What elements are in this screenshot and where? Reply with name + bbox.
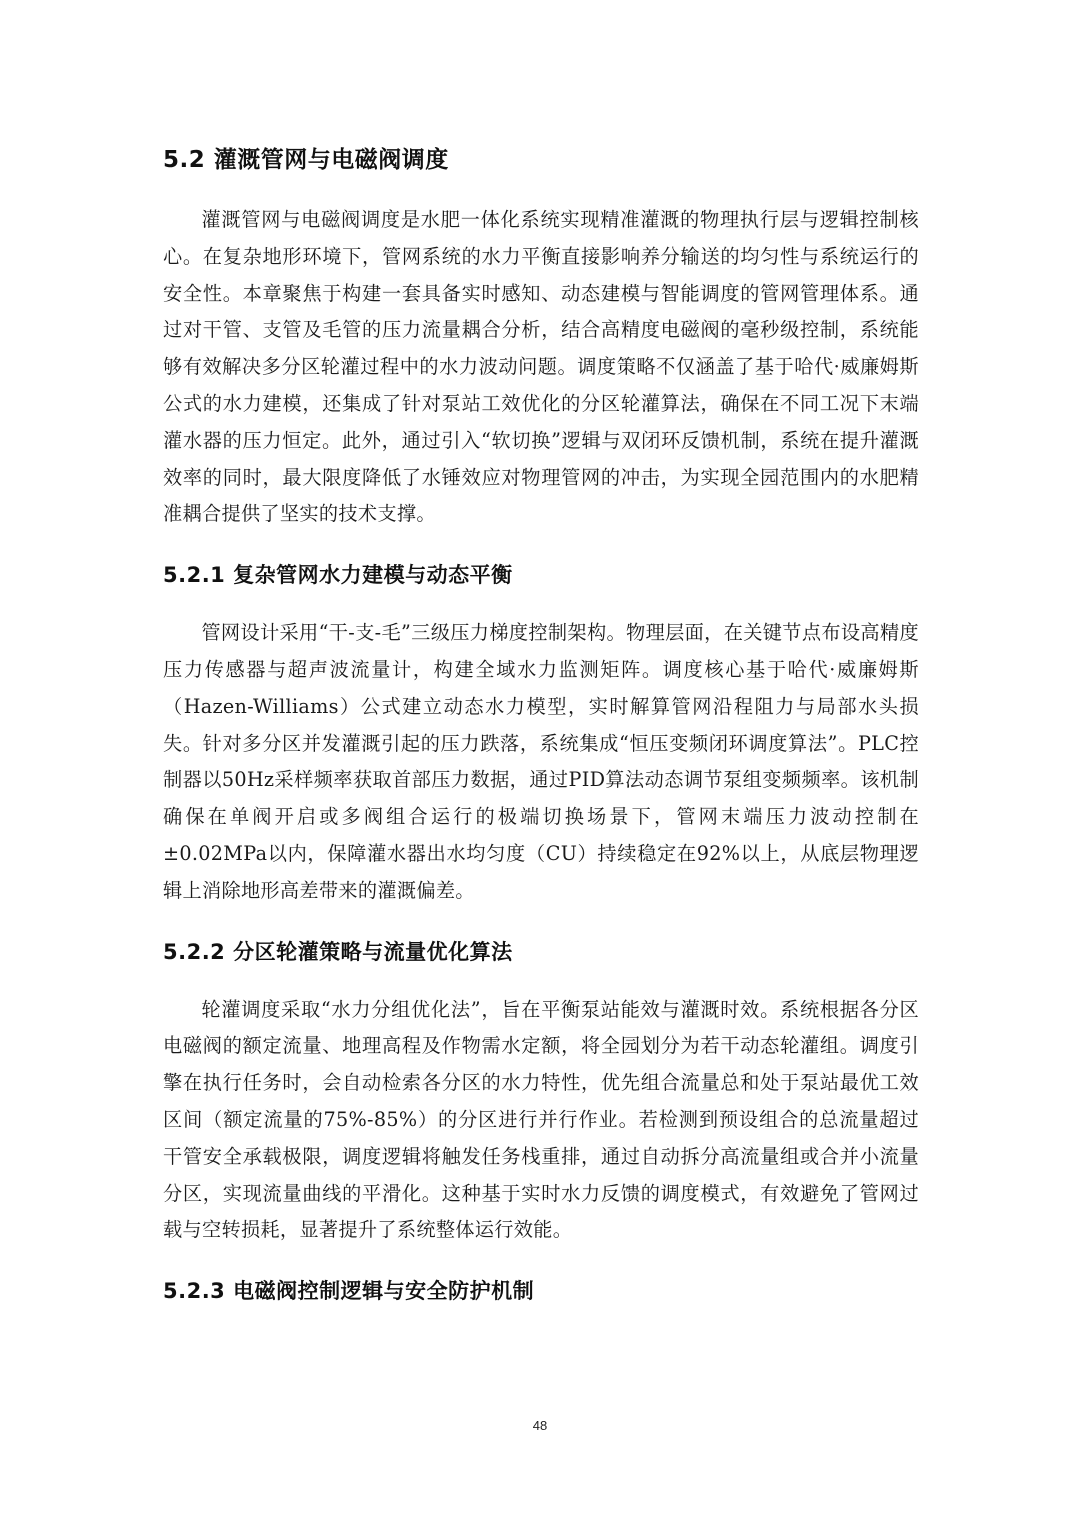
- page-content: [163, 140, 919, 1331]
- subsection-heading-5-2-2: 5.2.2 分区轮灌策略与流量优化算法: [163, 939, 513, 964]
- subsection-heading-5-2-3: 5.2.3 电磁阀控制逻辑与安全防护机制: [163, 1279, 535, 1304]
- subsection-heading-5-2-1: 5.2.1 复杂管网水力建模与动态平衡: [163, 563, 513, 588]
- section-intro-paragraph: 灌溉管网与电磁阀调度是水肥一体化系统实现精准灌溉的物理执行层与逻辑控制核心。在复杂地形环境下，管网系统的水力平衡直接影响养分输送的均匀性与系统运行的安全性。本章聚焦于构建一套具备实时感知、动态建模与智能调度的管网管理体系。通过对干管、支管及毛管的压力流量耦合分析，结合高精度电磁阀的毫秒级控制，系统能够有效解决多分区轮灌过程中的水力波动问题。调度策略不仅涵盖了基于哈代·威廉姆斯公式的水力建模，还集成了针对泵站工效优化的分区轮灌算法，确保在不同工况下末端灌水器的压力恒定。此外，通过引入“软切换”逻辑与双闭环反馈机制，系统在提升灌溉效率的同时，最大限度降低了水锤效应对物理管网的冲击，为实现全园范围内的水肥精准耦合提供了坚实的技术支撑。: [163, 208, 919, 526]
- subsection-paragraph-5-2-2: 轮灌调度采取“水力分组优化法”，旨在平衡泵站能效与灌溉时效。系统根据各分区电磁阀的额定流量、地理高程及作物需水定额，将全园划分为若干动态轮灌组。调度引擎在执行任务时，会自动检索各分区的水力特性，优先组合流量总和处于泵站最优工效区间（额定流量的75%-85%）的分区进行并行作业。若检测到预设组合的总流量超过干管安全承载极限，调度逻辑将触发任务栈重排，通过自动拆分高流量组或合并小流量分区，实现流量曲线的平滑化。这种基于实时水力反馈的调度模式，有效避免了管网过载与空转损耗，显著提升了系统整体运行效能。: [163, 997, 919, 1242]
- subsection-paragraph-5-2-1: 管网设计采用“干-支-毛”三级压力梯度控制架构。物理层面，在关键节点布设高精度压力传感器与超声波流量计，构建全域水力监测矩阵。调度核心基于哈代·威廉姆斯（Hazen-Williams）公式建立动态水力模型，实时解算管网沿程阻力与局部水头损失。针对多分区并发灌溉引起的压力跌落，系统集成“恒压变频闭环调度算法”。PLC控制器以50Hz采样频率获取首部压力数据，通过PID算法动态调节泵组变频频率。该机制确保在单阀开启或多阀组合运行的极端切换场景下，管网末端压力波动控制在±0.02MPa以内，保障灌水器出水均匀度（CU）持续稳定在92%以上，从底层物理逻辑上消除地形高差带来的灌溉偏差。: [163, 621, 919, 902]
- section-heading: 5.2 灌溉管网与电磁阀调度: [163, 147, 449, 173]
- page-number: 48: [532, 1418, 548, 1433]
